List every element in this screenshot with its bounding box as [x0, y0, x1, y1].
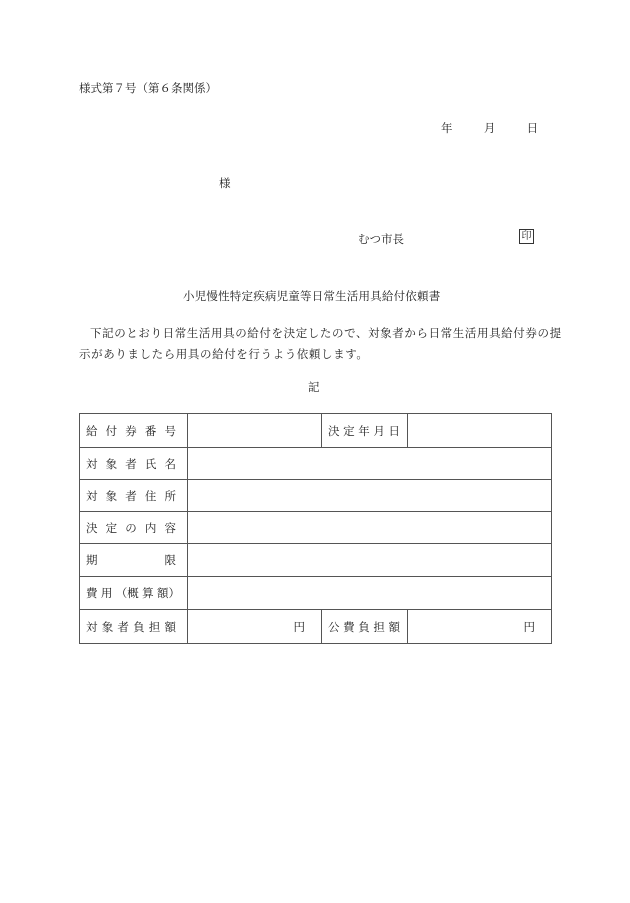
label-char: 象	[105, 488, 118, 503]
date-month: 月	[483, 121, 496, 135]
field-recipient-address[interactable]	[188, 480, 552, 512]
label-public-burden	[322, 610, 408, 644]
label-char: 号	[164, 423, 176, 438]
label-char: 対	[86, 456, 98, 471]
table-row	[80, 414, 552, 448]
label-char: 担	[148, 619, 161, 634]
table-row	[80, 577, 552, 610]
body-text	[79, 323, 562, 365]
record-mark: 記	[308, 380, 320, 394]
label-char: 担	[373, 619, 385, 634]
label-char: 限	[164, 553, 176, 567]
label-char: 期	[86, 553, 98, 567]
label-recipient-address	[80, 480, 188, 512]
label-char: 定	[105, 520, 118, 535]
field-deadline[interactable]	[188, 544, 552, 577]
label-char: 名	[164, 456, 176, 471]
table-row	[80, 544, 552, 577]
body-line-2: 示がありましたら用具の給付を行うよう依頼します。	[79, 347, 369, 361]
label-char: （概	[115, 586, 139, 600]
date-day: 日	[526, 121, 539, 135]
issuer-name: むつ市長	[358, 232, 404, 246]
label-char: 者	[117, 619, 129, 634]
addressee-suffix: 様	[219, 176, 231, 190]
date-year: 年	[441, 121, 453, 135]
table-row	[80, 512, 552, 544]
label-decision-content	[80, 512, 188, 544]
field-public-burden[interactable]: 円	[408, 610, 552, 644]
label-recipient-burden	[80, 610, 188, 644]
label-recipient-name	[80, 448, 188, 480]
document-title: 小児慢性特定疾病児童等日常生活用具給付依頼書	[183, 289, 441, 303]
label-ticket-number	[80, 414, 188, 448]
body-line-1: 下記のとおり日常生活用具の給付を決定したので、対象者から日常生活用具給付券の提	[90, 326, 562, 340]
label-char: 定	[343, 423, 355, 438]
label-deadline	[80, 544, 188, 577]
label-char: 算	[142, 586, 154, 600]
label-char: 年	[358, 423, 370, 438]
label-char: 月	[373, 423, 385, 438]
label-char: 負	[358, 619, 370, 634]
label-char: 対	[86, 488, 98, 503]
form-number: 様式第７号（第６条関係）	[79, 81, 217, 95]
field-recipient-burden[interactable]: 円	[188, 610, 322, 644]
table-row	[80, 448, 552, 480]
table-row	[80, 480, 552, 512]
label-char: 額）	[157, 586, 180, 600]
label-char: 費	[343, 619, 355, 634]
label-char: 内	[144, 520, 157, 535]
label-char: 容	[164, 520, 176, 535]
date-line	[441, 120, 538, 136]
label-char: 住	[144, 488, 157, 503]
label-char: 決	[328, 423, 340, 438]
label-char: 氏	[144, 456, 157, 471]
label-decision-date	[322, 414, 408, 448]
label-char: 象	[105, 456, 118, 471]
label-char: 所	[164, 488, 176, 503]
label-char: 付	[105, 423, 118, 438]
label-char: 額	[164, 619, 176, 634]
seal-mark: 印	[519, 229, 534, 244]
label-char: 対	[86, 619, 98, 634]
label-char: 費	[86, 586, 98, 600]
field-recipient-name[interactable]	[188, 448, 552, 480]
label-char: 象	[101, 619, 114, 634]
label-char: 者	[125, 456, 137, 471]
label-estimated-cost	[80, 577, 188, 610]
label-char: 額	[388, 619, 400, 634]
label-char: 公	[328, 619, 340, 634]
field-decision-content[interactable]	[188, 512, 552, 544]
label-char: 用	[100, 586, 113, 600]
label-char: 番	[144, 423, 157, 438]
label-char: 日	[388, 423, 400, 438]
form-table	[79, 413, 552, 644]
label-char: 給	[86, 423, 98, 438]
field-ticket-number[interactable]	[188, 414, 322, 448]
field-estimated-cost[interactable]	[188, 577, 552, 610]
label-char: 券	[125, 423, 137, 438]
label-char: 負	[133, 619, 145, 634]
field-decision-date[interactable]	[408, 414, 552, 448]
table-row	[80, 610, 552, 644]
label-char: 決	[86, 520, 98, 535]
label-char: 者	[125, 488, 137, 503]
label-char: の	[125, 520, 137, 535]
